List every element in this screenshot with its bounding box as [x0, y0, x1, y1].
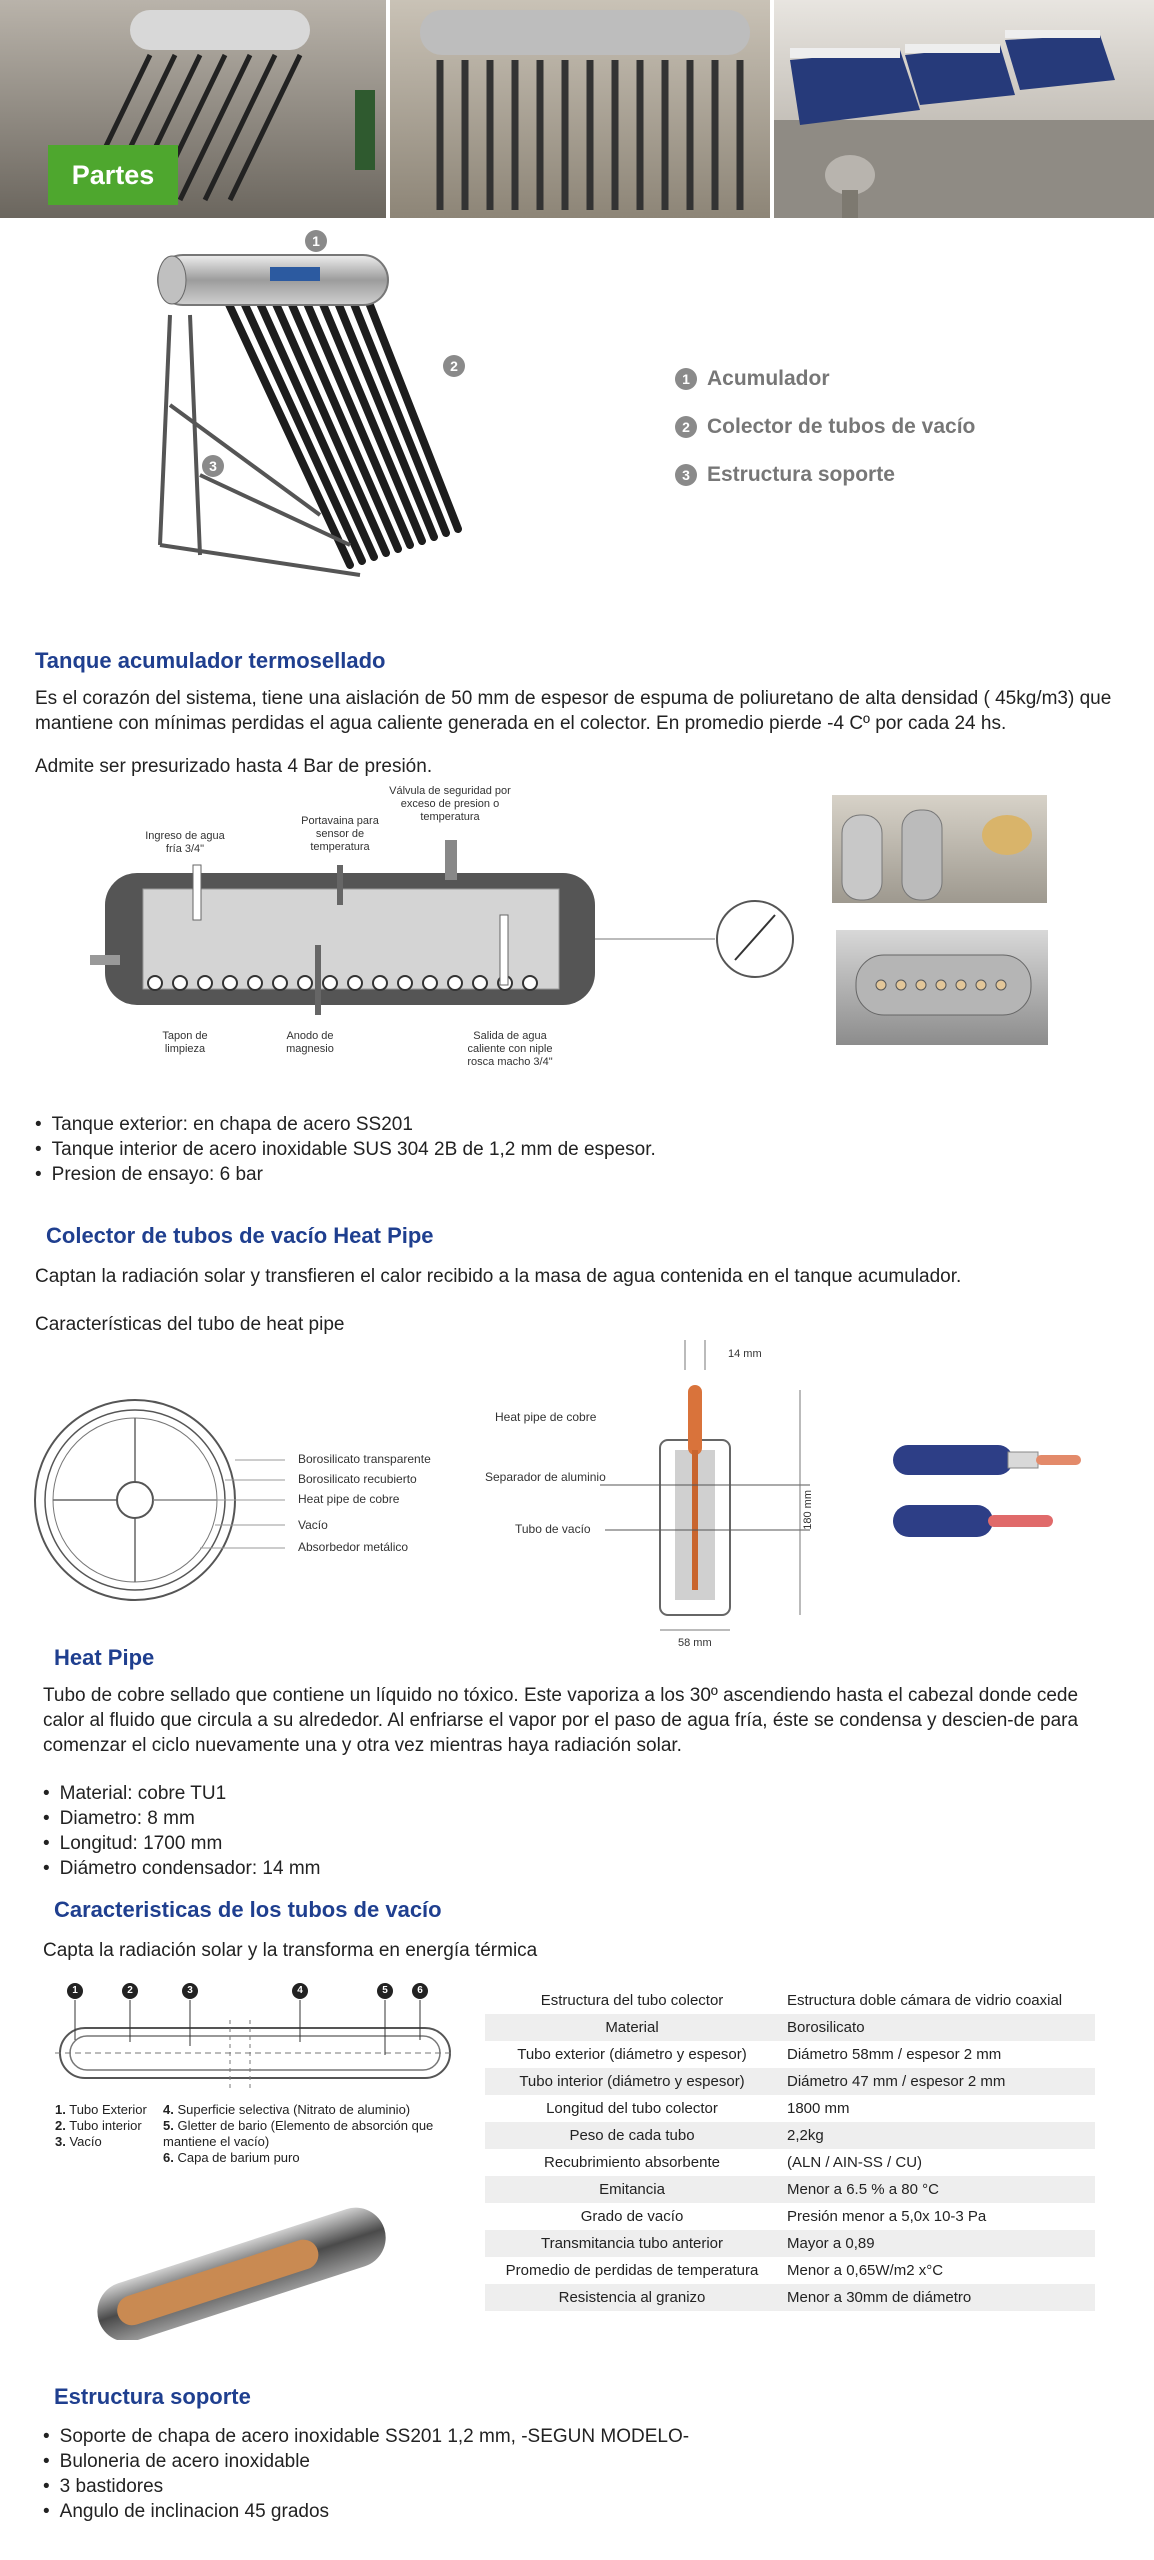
label-anodo: Anodo de magnesio — [286, 1030, 334, 1055]
list-item: • 3 bastidores — [43, 2474, 689, 2499]
parts-legend-item — [675, 355, 975, 403]
cross-label: Heat pipe de cobre — [298, 1492, 400, 1506]
table-row — [485, 2257, 1095, 2284]
legend-label-1: Acumulador — [707, 367, 830, 390]
heatpipe-description: Tubo de cobre sellado que contiene un líquido no tóxico. Este vaporiza a los 30º ascendiendo hasta el cabezal donde cede calor al fluido que circula a su alrededor. Al enfriarse el vapor por el paso de agua fría, éste se condensa y descien-de para comenzar el ciclo nuevamente una y otra vez mientras haya radiación solar. — [43, 1685, 1079, 1756]
label-dim-top: 14 mm — [728, 1348, 762, 1360]
spec-value: Diámetro 58mm / espesor 2 mm — [787, 2046, 1002, 2063]
label-valvula: Válvula de seguridad por exceso de presion o temperatura — [389, 785, 511, 823]
tube-photos-art — [888, 1430, 1088, 1560]
partes-badge — [48, 145, 178, 205]
table-row — [485, 2014, 1095, 2041]
table-row — [485, 2284, 1095, 2311]
legend-label-3: Estructura soporte — [707, 463, 895, 486]
list-item: • Soporte de chapa de acero inoxidable SS201 1,2 mm, -SEGUN MODELO- — [43, 2424, 689, 2449]
label-separador: Separador de aluminio — [485, 1470, 606, 1484]
spec-value: Mayor a 0,89 — [779, 2230, 1095, 2257]
spec-key: Longitud del tubo colector — [546, 2100, 718, 2117]
label-dim-side: 180 mm — [802, 1490, 814, 1530]
list-item: • Tanque exterior: en chapa de acero SS201 — [35, 1112, 656, 1137]
tank-photo-2-art — [836, 930, 1048, 1045]
table-row — [485, 2203, 1095, 2230]
heater-drawing — [140, 225, 540, 615]
collector-subtitle: Características del tubo de heat pipe — [35, 1314, 345, 1335]
spec-key: Tubo exterior (diámetro y espesor) — [517, 2046, 747, 2063]
legend-num: 1. — [55, 2102, 66, 2117]
spec-key: Estructura del tubo colector — [540, 1992, 724, 2009]
legend-text: Capa de barium puro — [177, 2150, 300, 2165]
label-dim-bottom: 58 mm — [678, 1637, 712, 1649]
cross-label: Borosilicato transparente — [298, 1452, 431, 1466]
tank-photo-2 — [836, 930, 1048, 1045]
tank-pressure: Admite ser presurizado hasta 4 Bar de presión. — [35, 756, 433, 777]
spec-key: Tubo interior (diámetro y espesor) — [485, 2068, 779, 2095]
legend-num: 5. — [163, 2118, 174, 2133]
table-row — [485, 2041, 1095, 2068]
callout-1: 1 — [305, 230, 327, 252]
spec-value: Menor a 6.5 % a 80 °C — [779, 2176, 1095, 2203]
cross-label: Borosilicato recubierto — [298, 1472, 417, 1486]
parts-legend — [675, 355, 975, 499]
spec-value: (ALN / AIN-SS / CU) — [787, 2154, 923, 2171]
spec-key: Peso de cada tubo — [485, 2122, 779, 2149]
tank-description: Es el corazón del sistema, tiene una aislación de 50 mm de espesor de espuma de poliuretano de alta densidad ( 45kg/m3) que mantiene con mínimas perdidas el agua caliente generada en el colector. En promedio pierde -4 Cº por cada 24 hs. — [35, 688, 1112, 734]
legend-text: Superficie selectiva (Nitrato de aluminio) — [177, 2102, 411, 2117]
callout-3: 3 — [202, 455, 224, 477]
list-item: • Presion de ensayo: 6 bar — [35, 1162, 656, 1187]
legend-row — [55, 2102, 147, 2118]
spec-value: 2,2kg — [779, 2122, 1095, 2149]
list-item: • Diámetro condensador: 14 mm — [43, 1856, 321, 1881]
list-item: • Longitud: 1700 mm — [43, 1831, 321, 1856]
table-row — [485, 2176, 1095, 2203]
vacuum-tube-render-art — [85, 2200, 395, 2340]
legend-num-2: 2 — [675, 416, 697, 438]
tube-num-3: 3 — [182, 1983, 198, 1999]
heatpipe-tube-drawing — [480, 1340, 850, 1660]
vacuum-spec-table — [485, 1987, 1095, 2311]
tube-num-4: 4 — [292, 1983, 308, 1999]
spec-value: 1800 mm — [787, 2100, 850, 2117]
cross-section-drawing — [25, 1395, 285, 1605]
spec-key: Resistencia al granizo — [485, 2284, 779, 2311]
legend-num: 2. — [55, 2118, 66, 2133]
spec-key: Grado de vacío — [580, 2208, 684, 2225]
legend-num-3: 3 — [675, 464, 697, 486]
tube-num-5: 5 — [377, 1983, 393, 1999]
legend-label-2: Colector de tubos de vacío — [707, 415, 976, 438]
legend-text: Gletter de bario (Elemento de absorción que mantiene el vacío) — [163, 2118, 434, 2149]
spec-key: Recubrimiento absorbente — [544, 2154, 720, 2171]
heatpipe-tube-diagram — [480, 1340, 850, 1660]
spec-value: Menor a 30mm de diámetro — [779, 2284, 1095, 2311]
vacuum-tube-diagram — [55, 1980, 455, 2100]
table-row — [485, 2230, 1095, 2257]
legend-num-1: 1 — [675, 368, 697, 390]
tube-photos — [888, 1430, 1088, 1560]
legend-num: 3. — [55, 2134, 66, 2149]
collector-title: Colector de tubos de vacío Heat Pipe — [46, 1223, 434, 1248]
legend-text: Tubo Exterior — [69, 2102, 147, 2117]
spec-key: Transmitancia tubo anterior — [485, 2230, 779, 2257]
label-tubo: Tubo de vacío — [515, 1522, 591, 1536]
tube-num-6: 6 — [412, 1983, 428, 1999]
legend-text: Vacío — [69, 2134, 102, 2149]
tank-diagram — [85, 785, 805, 1075]
label-heatpipe: Heat pipe de cobre — [495, 1410, 597, 1424]
tank-bullets — [35, 1112, 656, 1187]
table-row — [485, 1987, 1095, 2014]
tank-title: Tanque acumulador termosellado — [35, 648, 386, 673]
legend-row — [163, 2150, 453, 2166]
cross-section-labels — [298, 1452, 431, 1560]
spec-key: Material — [485, 2014, 779, 2041]
spec-value: Presión menor a 5,0x 10-3 Pa — [787, 2208, 987, 2225]
list-item: • Diametro: 8 mm — [43, 1806, 321, 1831]
spec-key: Emitancia — [485, 2176, 779, 2203]
cross-label: Vacío — [298, 1518, 328, 1532]
label-portavaina: Portavaina para sensor de temperatura — [301, 815, 379, 853]
heater-illustration — [140, 225, 540, 615]
vacuum-legend-left — [55, 2102, 147, 2150]
table-row — [485, 2122, 1095, 2149]
table-row — [485, 2068, 1095, 2095]
list-item: • Material: cobre TU1 — [43, 1781, 321, 1806]
legend-row — [55, 2134, 147, 2150]
partes-badge-label: Partes — [71, 160, 155, 190]
heatpipe-title: Heat Pipe — [54, 1645, 155, 1670]
legend-num: 4. — [163, 2102, 174, 2117]
table-row — [485, 2095, 1095, 2122]
legend-row — [163, 2118, 453, 2150]
support-title: Estructura soporte — [54, 2384, 251, 2409]
legend-row — [163, 2102, 453, 2118]
tube-cross-section — [25, 1395, 285, 1605]
list-item: • Tanque interior de acero inoxidable SUS 304 2B de 1,2 mm de espesor. — [35, 1137, 656, 1162]
parts-legend-item — [675, 451, 975, 499]
table-row — [485, 2149, 1095, 2176]
label-salida: Salida de agua caliente con niple rosca macho 3/4" — [467, 1030, 553, 1068]
legend-text: Tubo interior — [69, 2118, 142, 2133]
tank-photo-1-art — [832, 795, 1047, 903]
vacuum-description: Capta la radiación solar y la transforma en energía térmica — [43, 1940, 538, 1961]
vacuum-legend-right — [163, 2102, 453, 2166]
vacuum-title: Caracteristicas de los tubos de vacío — [54, 1897, 442, 1922]
header-photo-strip — [0, 0, 1154, 218]
callout-2: 2 — [443, 355, 465, 377]
spec-value: Estructura doble cámara de vidrio coaxial — [787, 1992, 1063, 2009]
parts-legend-item — [675, 403, 975, 451]
spec-value: Borosilicato — [779, 2014, 1095, 2041]
spec-key: Promedio de perdidas de temperatura — [505, 2262, 759, 2279]
tank-photo-1 — [832, 795, 1047, 903]
tube-num-1: 1 — [67, 1983, 83, 1999]
support-bullets — [43, 2424, 689, 2524]
collector-description: Captan la radiación solar y transfieren el calor recibido a la masa de agua contenida en el tanque acumulador. — [35, 1266, 962, 1287]
legend-num: 6. — [163, 2150, 174, 2165]
list-item: • Angulo de inclinacion 45 grados — [43, 2499, 689, 2524]
cross-label: Absorbedor metálico — [298, 1540, 409, 1554]
heatpipe-bullets — [43, 1781, 321, 1881]
vacuum-tube-drawing — [55, 1980, 455, 2100]
legend-row — [55, 2118, 147, 2134]
list-item: • Buloneria de acero inoxidable — [43, 2449, 689, 2474]
spec-value: Menor a 0,65W/m2 x°C — [787, 2262, 944, 2279]
label-ingreso: Ingreso de agua fría 3/4" — [145, 830, 225, 855]
spec-value: Diámetro 47 mm / espesor 2 mm — [779, 2068, 1095, 2095]
vacuum-tube-render — [85, 2200, 395, 2340]
tube-num-2: 2 — [122, 1983, 138, 1999]
label-tapon: Tapon de limpieza — [162, 1030, 208, 1055]
